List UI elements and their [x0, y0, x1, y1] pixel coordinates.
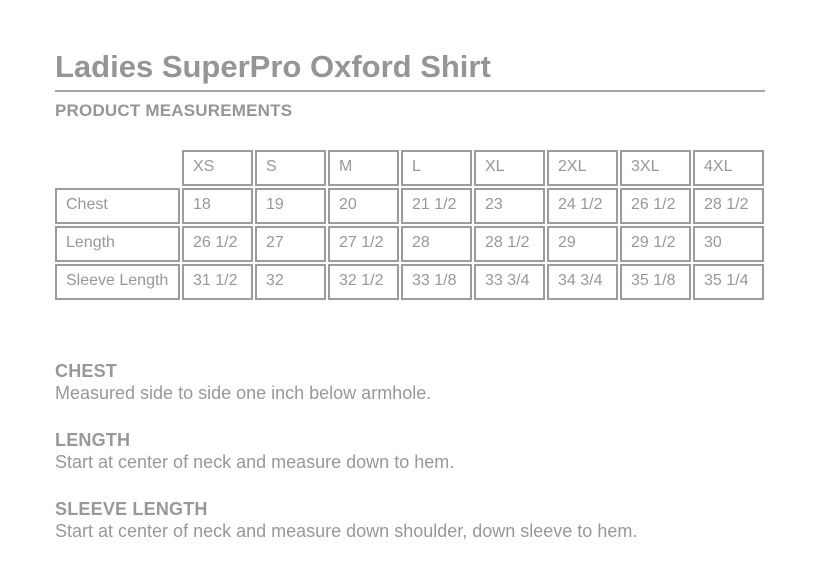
- size-column-header-m: M: [328, 150, 399, 186]
- corner-cell: [55, 150, 180, 186]
- measurement-cell: 35 1/4: [693, 264, 764, 300]
- note-text: Measured side to side one inch below armhole.: [55, 383, 432, 404]
- size-column-header-l: L: [401, 150, 472, 186]
- measurement-cell: 33 3/4: [474, 264, 545, 300]
- measurement-cell: 34 3/4: [547, 264, 618, 300]
- note-text: Start at center of neck and measure down shoulder, down sleeve to hem.: [55, 521, 638, 542]
- measurement-cell: 28: [401, 226, 472, 262]
- measurement-cell: 27: [255, 226, 326, 262]
- measurement-cell: 23: [474, 188, 545, 224]
- measurement-notes: [55, 360, 770, 542]
- note-heading: LENGTH: [55, 430, 131, 451]
- note-sleeve-length: [55, 498, 770, 542]
- note-length: [55, 429, 770, 473]
- row-label-sleeve-length: Sleeve Length: [55, 264, 180, 300]
- table-row-length: [55, 226, 764, 262]
- table-header: [55, 150, 764, 186]
- measurement-cell: 24 1/2: [547, 188, 618, 224]
- page-title: Ladies SuperPro Oxford Shirt: [55, 49, 491, 84]
- measurement-cell: 18: [182, 188, 253, 224]
- measurement-cell: 26 1/2: [620, 188, 691, 224]
- table-row-sleeve-length: [55, 264, 764, 300]
- size-column-header-xs: XS: [182, 150, 253, 186]
- measurement-cell: 19: [255, 188, 326, 224]
- measurement-cell: 20: [328, 188, 399, 224]
- section-heading: PRODUCT MEASUREMENTS: [55, 101, 293, 121]
- size-column-header-2xl: 2XL: [547, 150, 618, 186]
- measurement-cell: 30: [693, 226, 764, 262]
- note-chest: [55, 360, 770, 404]
- measurement-cell: 33 1/8: [401, 264, 472, 300]
- title-divider: [55, 90, 765, 92]
- measurement-cell: 26 1/2: [182, 226, 253, 262]
- measurement-cell: 31 1/2: [182, 264, 253, 300]
- note-heading: CHEST: [55, 361, 118, 382]
- row-label-chest: Chest: [55, 188, 180, 224]
- measurement-cell: 28 1/2: [693, 188, 764, 224]
- header-row: [55, 150, 764, 186]
- note-text: Start at center of neck and measure down to hem.: [55, 452, 455, 473]
- size-column-header-s: S: [255, 150, 326, 186]
- measurement-cell: 35 1/8: [620, 264, 691, 300]
- size-column-header-4xl: 4XL: [693, 150, 764, 186]
- table-row-chest: [55, 188, 764, 224]
- measurement-cell: 21 1/2: [401, 188, 472, 224]
- note-heading: SLEEVE LENGTH: [55, 499, 208, 520]
- measurement-cell: 29: [547, 226, 618, 262]
- measurement-cell: 27 1/2: [328, 226, 399, 262]
- row-label-length: Length: [55, 226, 180, 262]
- measurement-cell: 32: [255, 264, 326, 300]
- page-content: [55, 50, 770, 567]
- table-body: [55, 188, 764, 300]
- size-column-header-3xl: 3XL: [620, 150, 691, 186]
- measurement-cell: 32 1/2: [328, 264, 399, 300]
- size-column-header-xl: XL: [474, 150, 545, 186]
- measurement-cell: 28 1/2: [474, 226, 545, 262]
- measurement-cell: 29 1/2: [620, 226, 691, 262]
- measurements-table: [53, 148, 766, 302]
